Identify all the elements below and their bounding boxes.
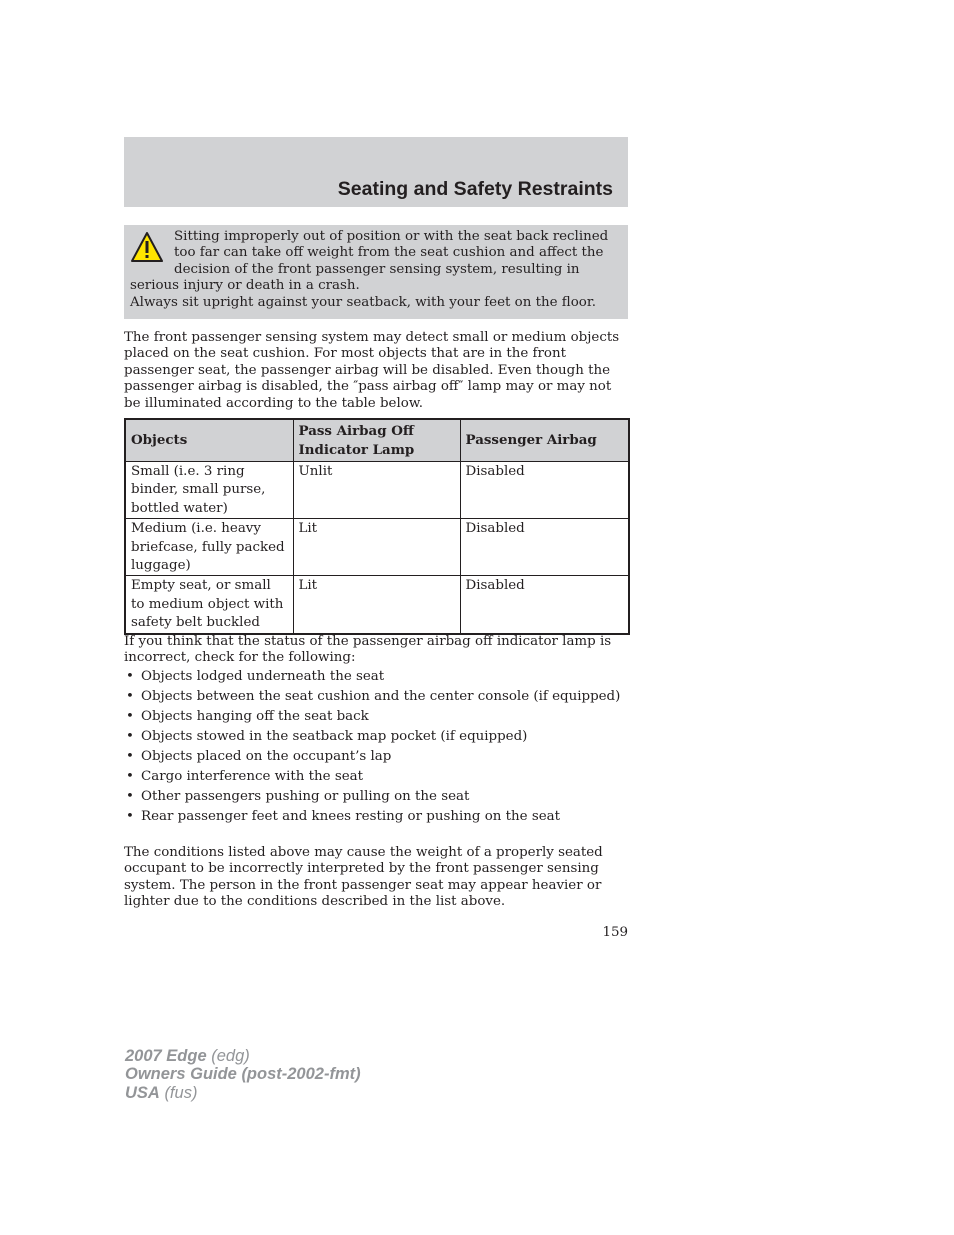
table-cell-lamp: Unlit <box>293 462 460 519</box>
list-item <box>124 729 628 745</box>
list-item-text: Objects lodged underneath the seat <box>141 669 385 684</box>
footer-model-code: (edg) <box>211 1047 250 1065</box>
column-header-objects: Objects <box>125 419 293 462</box>
list-item-text: Cargo interference with the seat <box>141 769 363 784</box>
list-item <box>124 669 628 685</box>
bullet-icon: • <box>126 729 134 744</box>
warning-instruction: Always sit upright against your seatback, with your feet on the floor. <box>130 294 597 310</box>
column-header-airbag: Passenger Airbag <box>460 419 629 462</box>
table-cell-objects: Empty seat, or small to medium object with safety belt buckled <box>125 576 293 634</box>
list-item <box>124 749 628 765</box>
footer-model: 2007 Edge <box>125 1047 207 1065</box>
list-item-text: Other passengers pushing or pulling on the seat <box>141 789 470 804</box>
bullet-icon: • <box>126 709 134 724</box>
airbag-status-table <box>124 418 628 635</box>
footer-market-code: (fus) <box>164 1083 198 1102</box>
bullet-icon: • <box>126 769 134 784</box>
bullet-icon: • <box>126 809 134 824</box>
footer-line-market <box>125 1084 361 1102</box>
table-cell-airbag: Disabled <box>460 519 629 576</box>
table-cell-airbag: Disabled <box>460 576 629 634</box>
list-item <box>124 809 628 825</box>
table-row <box>125 462 629 519</box>
footer-market: USA <box>125 1083 160 1102</box>
section-header-band <box>124 137 628 207</box>
checklist-intro: If you think that the status of the passenger airbag off indicator lamp is incorrect, check for the following: <box>124 634 612 666</box>
list-item-text: Objects hanging off the seat back <box>141 709 369 724</box>
footer-line-model <box>125 1047 361 1065</box>
footer-guide: Owners Guide (post-2002-fmt) <box>125 1065 361 1084</box>
list-item-text: Objects between the seat cushion and the center console (if equipped) <box>141 689 621 704</box>
intro-paragraph: The front passenger sensing system may detect small or medium objects placed on the seat cushion. For most objects that are in the front passenger seat, the passenger airbag will be disabled. Even though the passenger airbag is disabled, the ″pass airbag off″ lamp may or may not be illuminated according to the table below. <box>124 330 620 411</box>
column-header-lamp: Pass Airbag Off Indicator Lamp <box>293 419 460 462</box>
list-item-text: Objects placed on the occupant’s lap <box>141 749 392 764</box>
table-cell-objects: Small (i.e. 3 ring binder, small purse, bottled water) <box>125 462 293 519</box>
document-footer <box>125 1047 361 1102</box>
bullet-icon: • <box>126 689 134 704</box>
list-item <box>124 689 628 705</box>
list-item-text: Objects stowed in the seatback map pocket (if equipped) <box>141 729 528 744</box>
warning-triangle-icon <box>130 231 164 264</box>
list-item-text: Rear passenger feet and knees resting or pushing on the seat <box>141 809 560 824</box>
table-cell-objects: Medium (i.e. heavy briefcase, fully packed luggage) <box>125 519 293 576</box>
table-row <box>125 519 629 576</box>
bullet-icon: • <box>126 669 134 684</box>
checklist <box>124 669 628 829</box>
bullet-icon: • <box>126 789 134 804</box>
table-cell-lamp: Lit <box>293 519 460 576</box>
list-item <box>124 769 628 785</box>
table-row <box>125 576 629 634</box>
section-title: Seating and Safety Restraints <box>337 178 613 200</box>
list-item <box>124 709 628 725</box>
table-cell-airbag: Disabled <box>460 462 629 519</box>
table-cell-lamp: Lit <box>293 576 460 634</box>
footer-line-guide <box>125 1065 361 1083</box>
table-header-row <box>125 419 629 462</box>
warning-box <box>124 225 628 319</box>
bullet-icon: • <box>126 749 134 764</box>
warning-text: Sitting improperly out of position or with the seat back reclined too far can take off weight from the seat cushion and affect the decision of the front passenger sensing system, resulting in serious injury or death in a crash. <box>130 229 609 294</box>
page-number: 159 <box>602 925 628 940</box>
list-item <box>124 789 628 805</box>
conclusion-paragraph: The conditions listed above may cause the weight of a properly seated occupant to be incorrectly interpreted by the front passenger sensing system. The person in the front passenger seat may appear heavier or lighter due to the conditions described in the list above. <box>124 845 603 910</box>
